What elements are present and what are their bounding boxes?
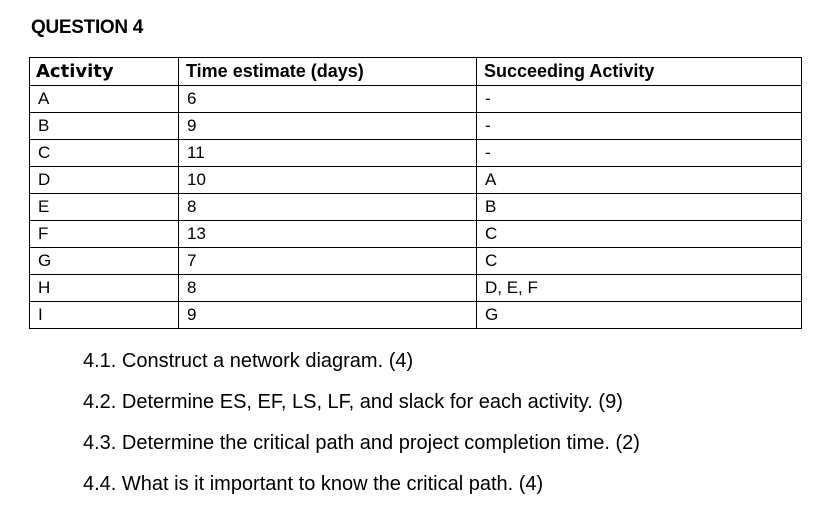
time-cell: 9	[179, 113, 477, 140]
succeeding-cell: C	[477, 221, 802, 248]
activity-cell: A	[30, 86, 179, 113]
succeeding-cell: C	[477, 248, 802, 275]
activity-cell: E	[30, 194, 179, 221]
activity-cell: B	[30, 113, 179, 140]
succeeding-cell: -	[477, 140, 802, 167]
time-cell: 9	[179, 302, 477, 329]
time-cell: 7	[179, 248, 477, 275]
activity-cell: G	[30, 248, 179, 275]
succeeding-cell: -	[477, 113, 802, 140]
succeeding-cell: A	[477, 167, 802, 194]
table-row	[30, 86, 802, 113]
time-cell: 11	[179, 140, 477, 167]
time-cell: 8	[179, 275, 477, 302]
table-row	[30, 167, 802, 194]
question-heading: QUESTION 4	[31, 17, 144, 38]
succeeding-cell: D, E, F	[477, 275, 802, 302]
column-header-time-estimate: Time estimate (days)	[179, 58, 477, 86]
activity-cell: H	[30, 275, 179, 302]
question-item: 4.2. Determine ES, EF, LS, LF, and slack for each activity. (9)	[83, 391, 623, 413]
table-row	[30, 194, 802, 221]
table-row	[30, 140, 802, 167]
succeeding-cell: -	[477, 86, 802, 113]
succeeding-cell: G	[477, 302, 802, 329]
table-row	[30, 275, 802, 302]
table-row	[30, 248, 802, 275]
question-list	[83, 346, 640, 510]
activity-cell: D	[30, 167, 179, 194]
activity-table	[29, 57, 802, 329]
time-cell: 8	[179, 194, 477, 221]
succeeding-cell: B	[477, 194, 802, 221]
time-cell: 10	[179, 167, 477, 194]
column-header-succeeding-activity: Succeeding Activity	[477, 58, 802, 86]
time-cell: 13	[179, 221, 477, 248]
activity-cell: F	[30, 221, 179, 248]
table-row	[30, 221, 802, 248]
question-item: 4.3. Determine the critical path and project completion time. (2)	[83, 432, 640, 454]
time-cell: 6	[179, 86, 477, 113]
activity-cell: I	[30, 302, 179, 329]
column-header-activity: Activity	[30, 58, 179, 86]
table-header-row	[30, 58, 802, 86]
activity-cell: C	[30, 140, 179, 167]
table-row	[30, 113, 802, 140]
question-item: 4.4. What is it important to know the critical path. (4)	[83, 473, 544, 495]
table-row	[30, 302, 802, 329]
question-item: 4.1. Construct a network diagram. (4)	[83, 350, 414, 372]
